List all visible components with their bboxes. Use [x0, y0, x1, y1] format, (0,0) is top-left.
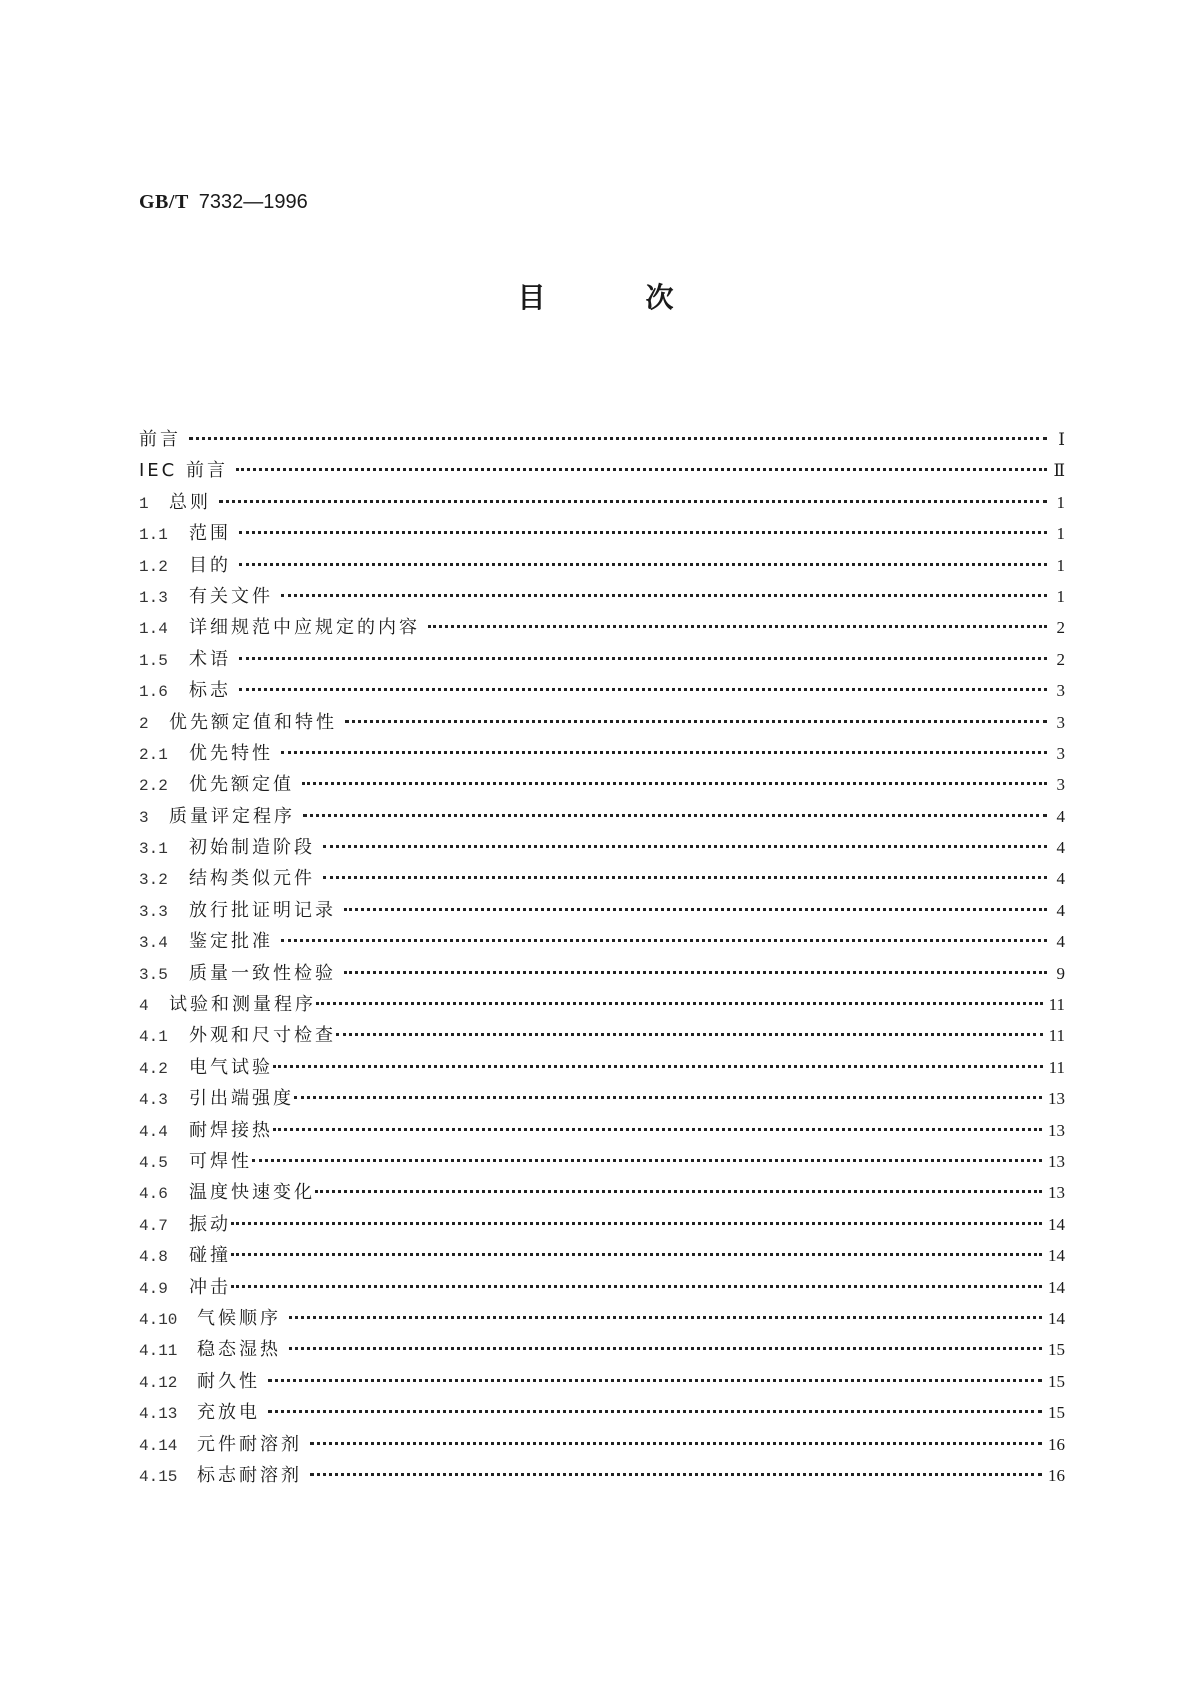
toc-leader-dots [281, 594, 1047, 597]
toc-entry[interactable] [139, 1177, 1065, 1208]
toc-entry-page: 13 [1048, 1151, 1065, 1171]
toc-entry-title: 质量一致性检验 [189, 962, 336, 984]
toc-leader-dots [231, 1222, 1042, 1225]
toc-leader-dots [239, 563, 1047, 566]
toc-entry-number: 4.6 [139, 1185, 168, 1204]
toc-entry-number: 3.2 [139, 871, 168, 890]
toc-entry-number: 3.3 [139, 902, 168, 921]
toc-entry-title: 耐久性 [197, 1370, 260, 1392]
toc-entry-page: 13 [1048, 1120, 1065, 1140]
toc-entry[interactable] [139, 1429, 1065, 1460]
toc-entry-page: 4 [1056, 932, 1065, 952]
page-title [0, 280, 1191, 316]
toc-entry-page: 14 [1048, 1214, 1065, 1234]
toc-leader-dots [268, 1379, 1042, 1382]
toc-entry[interactable] [139, 518, 1065, 549]
toc-entry-title: 耐焊接热 [189, 1119, 273, 1141]
toc-entry-title: 电气试验 [189, 1056, 273, 1078]
toc-entry[interactable] [139, 675, 1065, 706]
toc-entry-number: 4.14 [139, 1436, 178, 1455]
toc-entry-number: 2.1 [139, 745, 168, 764]
toc-leader-dots [273, 1128, 1042, 1131]
toc-entry-number: 4.9 [139, 1279, 168, 1298]
toc-entry-page: 16 [1048, 1465, 1065, 1485]
toc-entry-number: 4.13 [139, 1405, 178, 1424]
toc-entry-number: 1.5 [139, 651, 168, 670]
toc-entry-page: 15 [1048, 1371, 1065, 1391]
toc-entry-title: 前言 [139, 429, 181, 450]
toc-entry-title: 气候顺序 [197, 1307, 281, 1329]
toc-entry[interactable] [139, 1303, 1065, 1334]
toc-leader-dots [231, 1285, 1042, 1288]
toc-entry-page: 13 [1048, 1183, 1065, 1203]
toc-entry-page: 4 [1056, 806, 1065, 826]
toc-leader-dots [239, 657, 1047, 660]
toc-entry-page: 14 [1048, 1277, 1065, 1297]
toc-entry-page: 14 [1048, 1246, 1065, 1266]
toc-entry-title: 碰撞 [189, 1245, 231, 1267]
toc-entry[interactable] [139, 895, 1065, 926]
toc-entry-number: 3.1 [139, 840, 168, 859]
toc-entry-title: 优先特性 [189, 742, 273, 764]
toc-leader-dots [289, 1347, 1042, 1350]
toc-entry[interactable] [139, 707, 1065, 738]
toc-entry-title: 目的 [189, 554, 231, 576]
toc-entry[interactable] [139, 1209, 1065, 1240]
toc-entry-title: 详细规范中应规定的内容 [189, 617, 420, 639]
toc-leader-dots [273, 1065, 1043, 1068]
toc-entry-number: 1.1 [139, 526, 168, 545]
toc-entry[interactable] [139, 801, 1065, 832]
toc-entry-number: 4.15 [139, 1467, 178, 1486]
toc-entry-page: 2 [1056, 649, 1065, 669]
toc-entry-title: 质量评定程序 [169, 805, 295, 827]
toc-entry[interactable] [139, 1115, 1065, 1146]
toc-entry-title: 标志 [189, 680, 231, 702]
toc-leader-dots [236, 468, 1047, 471]
toc-entry-title: 初始制造阶段 [189, 837, 315, 859]
toc-entry[interactable] [139, 1334, 1065, 1365]
toc-entry[interactable] [139, 863, 1065, 894]
toc-entry-title: 优先额定值 [189, 774, 294, 796]
toc-entry-number: 1 [139, 494, 149, 513]
toc-entry[interactable] [139, 612, 1065, 643]
toc-entry-page: 4 [1056, 869, 1065, 889]
toc-entry[interactable] [139, 1020, 1065, 1051]
toc-leader-dots [323, 845, 1047, 848]
toc-entry-number: 3 [139, 808, 149, 827]
toc-entry-title: 可焊性 [189, 1150, 252, 1172]
toc-entry-number: 1.6 [139, 683, 168, 702]
toc-entry[interactable] [139, 1240, 1065, 1271]
toc-entry[interactable] [139, 1366, 1065, 1397]
toc-entry-title: 放行批证明记录 [189, 899, 336, 921]
toc-entry-page: 3 [1056, 743, 1065, 763]
toc-entry-page: 11 [1048, 995, 1065, 1015]
toc-entry-page: 3 [1056, 775, 1065, 795]
toc-entry[interactable] [139, 958, 1065, 989]
toc-entry-number: 4.11 [139, 1342, 178, 1361]
toc-leader-dots [239, 688, 1047, 691]
toc-entry[interactable] [139, 989, 1065, 1020]
toc-entry[interactable] [139, 738, 1065, 769]
toc-entry-title: 外观和尺寸检查 [189, 1025, 336, 1047]
toc-entry[interactable] [139, 550, 1065, 581]
toc-leader-dots [323, 876, 1047, 879]
toc-entry-number: 4.1 [139, 1028, 168, 1047]
toc-entry-title: 优先额定值和特性 [169, 711, 337, 733]
toc-entry-number: 4.10 [139, 1310, 178, 1329]
toc-entry[interactable] [139, 1460, 1065, 1491]
toc-leader-dots [302, 782, 1047, 785]
toc-leader-dots [281, 939, 1047, 942]
toc-entry-title: 总则 [169, 491, 211, 513]
toc-entry-title: 结构类似元件 [189, 868, 315, 890]
toc-entry-number: 4.3 [139, 1091, 168, 1110]
toc-leader-dots [289, 1316, 1042, 1319]
toc-leader-dots [303, 814, 1047, 817]
toc-entry-page: 15 [1048, 1403, 1065, 1423]
toc-entry[interactable] [139, 832, 1065, 863]
toc-leader-dots [281, 751, 1047, 754]
toc-entry-number: 1.4 [139, 620, 168, 639]
toc-entry[interactable] [139, 644, 1065, 675]
document-header [139, 189, 308, 214]
toc-entry-number: 4.7 [139, 1216, 168, 1235]
toc-entry-page: Ⅱ [1053, 461, 1065, 481]
toc-entry-number: 2 [139, 714, 149, 733]
toc-entry-number: 3.5 [139, 965, 168, 984]
toc-entry-title: 有关文件 [189, 585, 273, 607]
toc-entry[interactable] [139, 424, 1065, 455]
toc-entry[interactable] [139, 1397, 1065, 1428]
toc-entry-number: 4.8 [139, 1248, 168, 1267]
toc-entry[interactable] [139, 1083, 1065, 1114]
toc-entry-page: 16 [1048, 1434, 1065, 1454]
toc-entry[interactable] [139, 455, 1065, 486]
toc-leader-dots [252, 1159, 1042, 1162]
toc-leader-dots [316, 1002, 1043, 1005]
toc-entry-number: 3.4 [139, 934, 168, 953]
toc-entry-number: 4 [139, 997, 149, 1016]
toc-entry-page: 11 [1048, 1057, 1065, 1077]
toc-entry-number: 4.2 [139, 1059, 168, 1078]
standard-number: 7332—1996 [198, 191, 308, 213]
toc-leader-dots [239, 531, 1047, 534]
toc-entry-number: 1.2 [139, 557, 168, 576]
toc-entry-title: IEC 前言 [139, 460, 228, 482]
toc-entry-title: 试验和测量程序 [169, 994, 316, 1016]
toc-entry-page: 3 [1056, 681, 1065, 701]
toc-leader-dots [344, 908, 1047, 911]
toc-entry-title: 引出端强度 [189, 1088, 294, 1110]
toc-entry-title: 充放电 [197, 1402, 260, 1424]
toc-leader-dots [344, 971, 1047, 974]
toc-leader-dots [268, 1410, 1042, 1413]
toc-entry-page: 3 [1056, 712, 1065, 732]
toc-entry-number: 2.2 [139, 777, 168, 796]
toc-leader-dots [294, 1096, 1042, 1099]
toc-entry-page: 15 [1048, 1340, 1065, 1360]
standard-code: GB/T [139, 191, 189, 213]
toc-entry-page: 9 [1056, 963, 1065, 983]
toc-entry-number: 4.12 [139, 1373, 178, 1392]
table-of-contents [139, 424, 1065, 1491]
toc-entry-page: 2 [1056, 618, 1065, 638]
toc-entry-title: 冲击 [189, 1276, 231, 1298]
toc-leader-dots [310, 1473, 1042, 1476]
toc-entry-page: 11 [1048, 1026, 1065, 1046]
toc-entry[interactable] [139, 1272, 1065, 1303]
toc-entry[interactable] [139, 1146, 1065, 1177]
toc-entry[interactable] [139, 926, 1065, 957]
toc-entry-number: 4.5 [139, 1153, 168, 1172]
toc-entry-title: 稳态湿热 [197, 1339, 281, 1361]
toc-entry-number: 1.3 [139, 588, 168, 607]
toc-leader-dots [345, 720, 1047, 723]
toc-entry-page: 1 [1056, 524, 1065, 544]
toc-entry-page: 4 [1056, 838, 1065, 858]
title-char-2: 次 [645, 281, 674, 314]
toc-entry[interactable] [139, 581, 1065, 612]
toc-entry-title: 鉴定批准 [189, 931, 273, 953]
toc-entry-title: 范围 [189, 523, 231, 545]
toc-leader-dots [310, 1442, 1042, 1445]
toc-leader-dots [336, 1033, 1043, 1036]
toc-entry-title: 术语 [189, 648, 231, 670]
toc-leader-dots [231, 1253, 1042, 1256]
toc-entry-number: 4.4 [139, 1122, 168, 1141]
toc-entry-title: 元件耐溶剂 [197, 1433, 302, 1455]
toc-leader-dots [189, 437, 1047, 440]
toc-entry-page: 14 [1048, 1308, 1065, 1328]
toc-entry-page: Ⅰ [1058, 430, 1065, 449]
toc-entry-page: 1 [1056, 586, 1065, 606]
toc-entry-title: 振动 [189, 1213, 231, 1235]
toc-entry-title: 标志耐溶剂 [197, 1464, 302, 1486]
toc-entry-page: 1 [1056, 555, 1065, 575]
toc-entry-title: 温度快速变化 [189, 1182, 315, 1204]
title-char-1: 目 [517, 281, 546, 314]
toc-entry[interactable] [139, 769, 1065, 800]
toc-leader-dots [315, 1190, 1042, 1193]
toc-entry[interactable] [139, 487, 1065, 518]
toc-entry-page: 4 [1056, 900, 1065, 920]
toc-leader-dots [219, 500, 1047, 503]
toc-entry-page: 1 [1056, 492, 1065, 512]
toc-entry[interactable] [139, 1052, 1065, 1083]
toc-leader-dots [428, 625, 1047, 628]
toc-entry-page: 13 [1048, 1089, 1065, 1109]
